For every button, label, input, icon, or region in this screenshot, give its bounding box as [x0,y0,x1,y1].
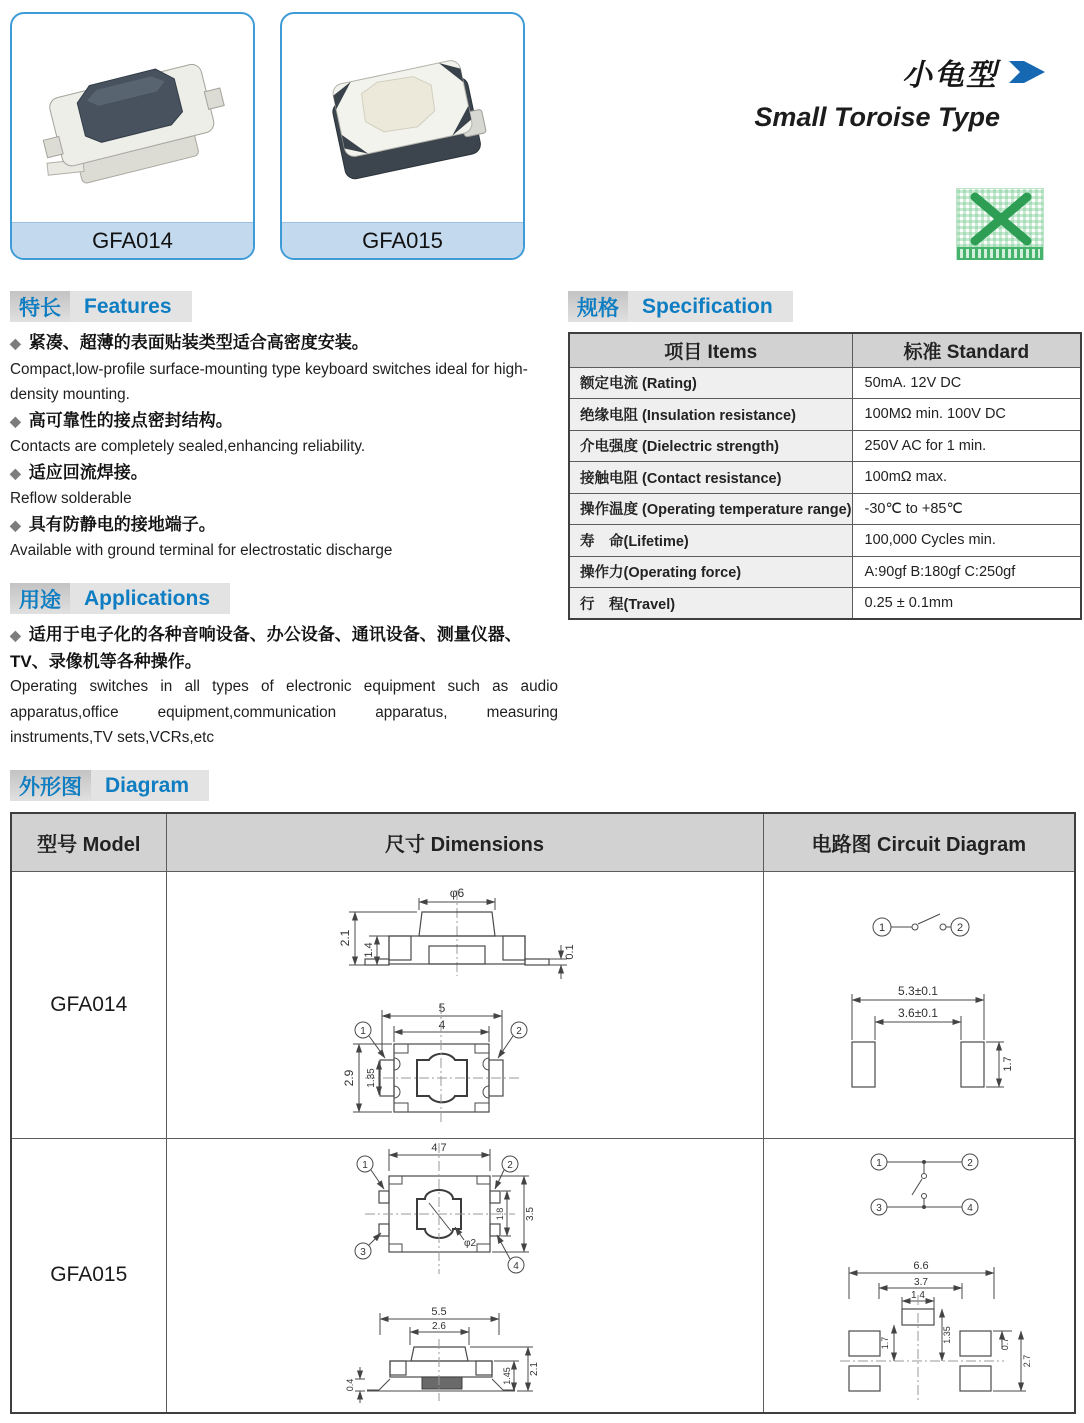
spec-item-cell: 操作温度 (Operating temperature range) [569,493,852,525]
product-model-label: GFA015 [362,227,443,253]
svg-text:3: 3 [359,1246,366,1258]
diagram-col-circuit: 电路图 Circuit Diagram [763,813,1075,871]
spec-value-cell: -30℃ to +85℃ [852,493,1081,525]
feature-item [10,330,558,408]
diagram-row-gfa014 [11,871,1075,1138]
diamond-bullet-icon: ◆ [10,627,21,643]
spec-item-cell: 操作力(Operating force) [569,556,852,588]
svg-text:2.1: 2.1 [528,1361,540,1376]
spec-row [569,430,1081,462]
product-card-gfa014 [10,12,255,260]
switch-illustration-gfa015 [298,28,508,208]
svg-text:2.1: 2.1 [337,929,352,946]
features-heading-cn: 特长 [10,291,70,322]
specification-heading [568,291,793,322]
feature-item [10,512,558,564]
svg-text:1.8: 1.8 [494,1207,505,1220]
feature-en: Compact,low-profile surface-mounting type keyboard switches ideal for high-density mounting. [10,360,528,403]
svg-text:5: 5 [438,1000,445,1015]
diagram-heading-en: Diagram [91,770,209,801]
svg-text:5.3±0.1: 5.3±0.1 [897,983,938,998]
features-heading [10,291,192,322]
svg-text:1: 1 [878,921,885,934]
diagram-header-row [11,813,1075,871]
applications-heading [10,583,230,614]
svg-text:1: 1 [359,1025,366,1037]
product-photo-gfa014 [12,14,253,222]
spec-row [569,493,1081,525]
switch-illustration-gfa014 [28,28,238,208]
series-title-en: Small Toroise Type [754,102,1000,132]
svg-text:2: 2 [966,1157,973,1169]
feature-cn: 适应回流焊接。 [28,462,148,482]
logo-caption [957,247,1043,260]
diagram-heading [10,770,209,801]
spec-item-cell: 行 程(Travel) [569,588,852,620]
product-model-label: GFA014 [92,227,173,253]
product-model-band [12,222,253,258]
spec-value-cell: 250V AC for 1 min. [852,430,1081,462]
features-heading-en: Features [70,291,192,322]
series-title-cn: 小龟型 [902,59,998,92]
feature-en: Reflow solderable [10,490,132,507]
spec-row [569,367,1081,399]
diagram-col-dimensions: 尺寸 Dimensions [166,813,763,871]
spec-row [569,462,1081,494]
svg-text:φ2: φ2 [463,1237,476,1249]
gfa015-dimension-drawing [167,1139,762,1412]
series-title [754,50,1046,133]
spec-row [569,588,1081,620]
svg-text:4: 4 [966,1202,973,1214]
svg-text:0.4: 0.4 [344,1378,355,1391]
svg-text:1.7: 1.7 [1001,1055,1014,1072]
logo-checker-field [957,189,1043,247]
svg-text:1.4: 1.4 [910,1289,925,1301]
spec-item-cell: 寿 命(Lifetime) [569,525,852,557]
svg-text:4: 4 [438,1017,445,1032]
fast-forward-arrow-icon [1008,56,1046,88]
svg-text:6.6: 6.6 [912,1259,929,1272]
diamond-bullet-icon: ◆ [10,335,21,351]
diamond-bullet-icon: ◆ [10,464,21,481]
product-photo-gfa015 [282,14,523,222]
series-title-line [754,50,1046,94]
spec-row [569,525,1081,557]
feature-cn: 具有防静电的接地端子。 [28,514,216,534]
applications-heading-en: Applications [70,583,230,614]
specification-section [568,291,1080,620]
svg-text:0.1: 0.1 [563,943,576,960]
svg-text:4.7: 4.7 [430,1141,447,1154]
dimensions-drawing-gfa014 [166,871,763,1138]
spec-row [569,556,1081,588]
svg-text:3.5: 3.5 [524,1206,536,1221]
specification-table [568,332,1082,620]
feature-item [10,408,558,460]
feature-cn: 紧凑、超薄的表面贴装类型适合高密度安装。 [28,333,369,352]
applications-section [10,583,558,751]
circuit-drawing-gfa014 [763,871,1075,1138]
svg-text:2.6: 2.6 [431,1320,446,1332]
svg-text:1: 1 [875,1157,882,1169]
svg-text:φ6: φ6 [449,885,464,900]
feature-en: Contacts are completely sealed,enhancing reliability. [10,438,366,455]
logo-x-mark-icon [957,189,1045,247]
feature-cn: 高可靠性的接点密封结构。 [28,410,233,430]
spec-item-cell: 接触电阻 (Contact resistance) [569,462,852,494]
product-model-band [282,222,523,258]
svg-text:1.45: 1.45 [501,1366,512,1385]
svg-text:2.7: 2.7 [1021,1354,1032,1367]
spec-row [569,399,1081,431]
spec-value-cell: 50mA. 12V DC [852,367,1081,399]
diagram-row-gfa015 [11,1138,1075,1413]
svg-text:1.35: 1.35 [941,1325,952,1344]
svg-text:3.7: 3.7 [913,1276,928,1288]
spec-col-items: 项目 Items [569,333,852,367]
svg-text:0.7: 0.7 [999,1337,1010,1350]
spec-value-cell: A:90gf B:180gf C:250gf [852,556,1081,588]
diamond-bullet-icon: ◆ [10,412,21,429]
spec-header-row [569,333,1081,367]
svg-text:2: 2 [506,1159,513,1171]
svg-text:3.6±0.1: 3.6±0.1 [897,1005,938,1020]
specification-heading-en: Specification [628,291,793,322]
applications-cn: 适用于电子化的各种音响设备、办公设备、通讯设备、测量仪器、TV、录像机等各种操作。 [10,625,522,671]
svg-text:2: 2 [515,1025,522,1037]
spec-item-cell: 绝缘电阻 (Insulation resistance) [569,399,852,431]
svg-text:1: 1 [361,1159,368,1171]
diamond-bullet-icon: ◆ [10,516,21,533]
diagram-col-model: 型号 Model [11,813,166,871]
svg-text:1.4: 1.4 [362,941,375,958]
spec-value-cell: 100MΩ min. 100V DC [852,399,1081,431]
applications-body [10,622,558,751]
svg-text:1.7: 1.7 [879,1336,890,1349]
feature-item [10,460,558,512]
spec-value-cell: 100,000 Cycles min. [852,525,1081,557]
certification-logo [956,188,1044,260]
specification-heading-cn: 规格 [568,291,628,322]
svg-text:1.35: 1.35 [365,1067,377,1088]
feature-en: Available with ground terminal for electrostatic discharge [10,542,393,559]
svg-text:2: 2 [956,921,963,934]
circuit-drawing-gfa015 [763,1138,1075,1413]
gfa015-circuit-diagram [764,1139,1074,1412]
applications-heading-cn: 用途 [10,583,70,614]
features-list [10,330,558,564]
diagram-heading-cn: 外形图 [10,770,91,801]
diagram-table [10,812,1076,1414]
spec-value-cell: 100mΩ max. [852,462,1081,494]
svg-text:2.9: 2.9 [341,1069,356,1086]
product-card-gfa015 [280,12,525,260]
applications-en: Operating switches in all types of electronic equipment such as audio apparatus,office equipment,communication apparatus, measuring instruments,TV sets,VCRs,etc [10,678,558,746]
svg-text:4: 4 [512,1260,519,1272]
spec-col-standard: 标准 Standard [852,333,1081,367]
gfa014-dimension-drawing [167,872,762,1138]
gfa014-circuit-diagram [764,872,1074,1138]
model-name-gfa014: GFA014 [11,871,166,1138]
model-name-gfa015: GFA015 [11,1138,166,1413]
spec-value-cell: 0.25 ± 0.1mm [852,588,1081,620]
spec-item-cell: 介电强度 (Dielectric strength) [569,430,852,462]
features-section [10,291,558,564]
svg-text:5.5: 5.5 [430,1305,447,1318]
spec-item-cell: 额定电流 (Rating) [569,367,852,399]
svg-text:3: 3 [875,1202,882,1214]
dimensions-drawing-gfa015 [166,1138,763,1413]
